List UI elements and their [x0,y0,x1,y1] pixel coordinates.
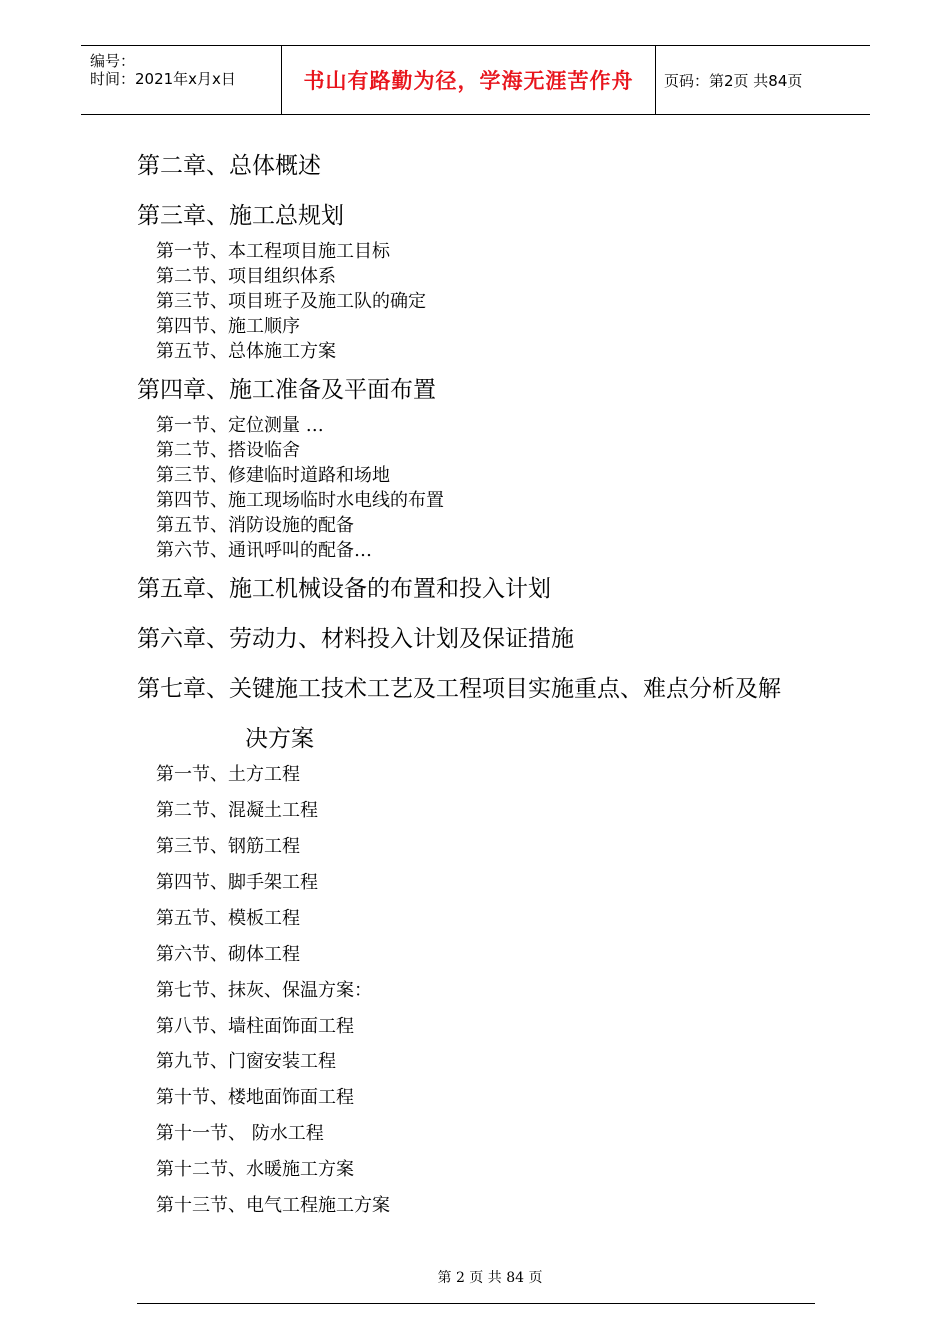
toc-chapter-7: 第七章、关键施工技术工艺及工程项目实施重点、难点分析及解 [137,676,781,702]
toc-chapter-7-continued: 决方案 [245,726,314,752]
toc-section: 第五节、总体施工方案 [156,341,336,362]
header-meta-cell [81,46,282,114]
toc-section: 第十节、楼地面饰面工程 [156,1087,354,1108]
header-page-cell [656,46,870,114]
toc-chapter-5: 第五章、施工机械设备的布置和投入计划 [137,576,551,602]
toc-section: 第三节、钢筋工程 [156,836,300,857]
toc-section: 第六节、砌体工程 [156,944,300,965]
toc-section: 第五节、模板工程 [156,908,300,929]
toc-section: 第十三节、电气工程施工方案 [156,1195,390,1216]
header-page-info: 页码：第2页 共84页 [664,71,803,90]
toc-section: 第十二节、水暖施工方案 [156,1159,354,1180]
toc-section: 第一节、定位测量 … [156,415,324,436]
toc-section: 第十一节、 防水工程 [156,1123,324,1144]
footer-page-number: 第 2 页 共 84 页 [437,1270,543,1286]
toc-section: 第四节、施工现场临时水电线的布置 [156,490,444,511]
toc-section: 第一节、土方工程 [156,764,300,785]
header-motto: 书山有路勤为径，学海无涯苦作舟 [303,69,634,93]
toc-section: 第七节、抹灰、保温方案： [156,980,372,1001]
toc-chapter-6: 第六章、劳动力、材料投入计划及保证措施 [137,626,574,652]
toc-section: 第四节、施工顺序 [156,316,300,337]
page-header [81,45,870,115]
toc-chapter-2: 第二章、总体概述 [137,153,321,179]
toc-section: 第一节、本工程项目施工目标 [156,241,390,262]
toc-section: 第四节、脚手架工程 [156,872,318,893]
document-number-label: 编号： [90,52,136,70]
footer-divider [137,1303,815,1304]
toc-section: 第三节、项目班子及施工队的确定 [156,291,426,312]
toc-section: 第八节、墙柱面饰面工程 [156,1016,354,1037]
toc-section: 第六节、通讯呼叫的配备… [156,540,372,561]
toc-section: 第三节、修建临时道路和场地 [156,465,390,486]
toc-section: 第二节、项目组织体系 [156,266,336,287]
header-motto-cell [282,46,656,114]
toc-chapter-3: 第三章、施工总规划 [137,203,344,229]
toc-section: 第二节、混凝土工程 [156,800,318,821]
toc-section: 第五节、消防设施的配备 [156,515,354,536]
toc-chapter-4: 第四章、施工准备及平面布置 [137,377,436,403]
toc-section: 第九节、门窗安装工程 [156,1051,336,1072]
document-time-label: 时间：2021年x月x日 [90,70,236,88]
toc-section: 第二节、搭设临舍 [156,440,300,461]
